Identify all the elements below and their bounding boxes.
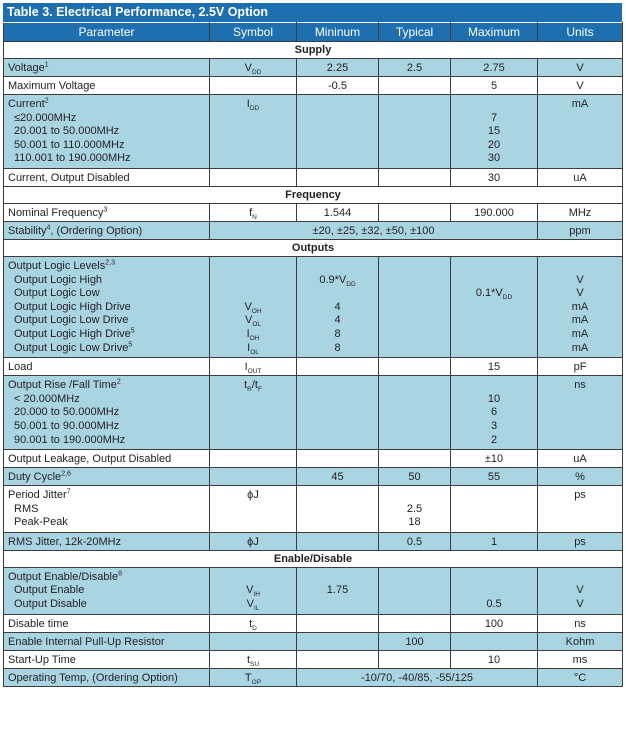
footnote-ref: 2,3 <box>105 259 115 267</box>
header-maximum: Maximum <box>451 23 538 42</box>
table-title: Table 3. Electrical Performance, 2.5V Option <box>3 3 622 22</box>
max-value: ±10 <box>451 450 538 468</box>
footnote-ref: 2,6 <box>61 470 71 478</box>
param-label: Output Rise /Fall Time <box>8 379 117 392</box>
symbol: t <box>246 653 251 666</box>
table-row <box>4 77 623 95</box>
max-value: 5 <box>451 77 538 95</box>
symbol: I <box>246 327 250 340</box>
min-value: 4 <box>334 300 341 313</box>
symbol: /t <box>251 379 258 392</box>
header-minimum: Mininum <box>297 23 379 42</box>
sub-param-label: Peak-Peak <box>14 516 68 529</box>
symbol: I <box>246 98 250 110</box>
sub-param-label: < 20.000MHz <box>14 392 80 405</box>
symbol-subscript: SU <box>250 660 260 668</box>
symbol-subscript: OP <box>251 678 262 686</box>
typ-value: 0.5 <box>379 532 451 550</box>
symbol: V <box>246 598 254 611</box>
max-value: 3 <box>490 419 498 432</box>
param-label: Output Leakage, Output Disabled <box>4 450 210 468</box>
param-label: Enable Internal Pull-Up Resistor <box>4 632 210 650</box>
table-row <box>4 668 623 686</box>
value-subscript: DD <box>346 280 356 288</box>
param-label: Maximum Voltage <box>4 77 210 95</box>
unit: ps <box>538 532 623 550</box>
table-row <box>4 168 623 186</box>
unit: V <box>538 77 623 95</box>
unit: V <box>576 598 584 611</box>
sub-param-label: 20.000 to 50.000MHz <box>14 406 120 419</box>
max-value: 7 <box>490 111 498 124</box>
min-value: 8 <box>334 327 341 340</box>
section-title: Enable/Disable <box>4 550 623 567</box>
param-label: Load <box>4 358 210 376</box>
sub-param-label: Output Logic High Drive <box>14 327 131 340</box>
electrical-performance-table <box>3 22 623 687</box>
sub-param-label: Output Logic Low Drive <box>14 341 129 354</box>
unit: uA <box>538 450 623 468</box>
symbol-subscript: OL <box>250 348 259 356</box>
symbol-subscript: R <box>247 386 252 394</box>
section-supply <box>4 42 623 59</box>
unit: ns <box>574 379 586 392</box>
typ-value: 18 <box>408 516 421 529</box>
sub-param-label: ≤20.000MHz <box>14 111 77 124</box>
min-value: 1.544 <box>297 203 379 221</box>
unit: mA <box>571 327 589 340</box>
param-label: Output Enable/Disable <box>8 570 119 583</box>
param-label: Current, Output Disabled <box>4 168 210 186</box>
unit: uA <box>538 168 623 186</box>
sub-param-label: Output Logic Low Drive <box>14 314 129 327</box>
table-row <box>4 532 623 550</box>
max-value: 1 <box>451 532 538 550</box>
min-value: -0.5 <box>297 77 379 95</box>
typ-value: 100 <box>379 632 451 650</box>
symbol: T <box>244 671 252 684</box>
min-value: 8 <box>334 341 341 354</box>
unit: V <box>576 584 584 597</box>
section-enable-disable <box>4 550 623 567</box>
section-title: Supply <box>4 42 623 59</box>
max-value: 15 <box>451 358 538 376</box>
symbol: V <box>244 62 252 74</box>
symbol: I <box>247 341 251 354</box>
param-label: Stability <box>8 224 47 237</box>
table-row <box>4 221 623 239</box>
footnote-ref: 2 <box>116 378 121 386</box>
unit: mA <box>571 314 589 327</box>
typ-value: 2.5 <box>379 59 451 77</box>
footnote-ref: 7 <box>66 488 71 496</box>
param-label: Operating Temp, (Ordering Option) <box>4 668 210 686</box>
unit: MHz <box>538 203 623 221</box>
symbol: t <box>244 379 248 392</box>
footnote-ref: 3 <box>103 206 108 214</box>
section-frequency <box>4 186 623 203</box>
symbol-subscript: IH <box>253 591 260 599</box>
table-row <box>4 358 623 376</box>
sub-param-label: 90.001 to 190.000MHz <box>14 433 126 446</box>
min-value: 0.9*V <box>319 273 347 286</box>
unit: ms <box>538 650 623 668</box>
header-typical: Typical <box>379 23 451 42</box>
sub-param-label: 50.001 to 110.000MHz <box>14 138 125 151</box>
table-row <box>4 256 623 357</box>
unit: V <box>538 59 623 77</box>
typ-value: 50 <box>379 468 451 486</box>
symbol-subscript: OH <box>249 335 260 343</box>
max-value: 30 <box>451 168 538 186</box>
unit: mA <box>571 300 589 313</box>
max-value: 0.1*V <box>475 287 503 300</box>
symbol-subscript: DD <box>249 105 260 113</box>
footnote-ref: 5 <box>128 340 133 348</box>
symbol: ϕJ <box>210 532 297 550</box>
footnote-ref: 1 <box>44 61 49 69</box>
param-label: Disable time <box>4 614 210 632</box>
unit: mA <box>571 341 589 354</box>
param-label: Current <box>8 98 45 110</box>
sub-param-label: Output Disable <box>14 598 87 611</box>
symbol-subscript: DD <box>251 69 262 77</box>
max-value: 190.000 <box>451 203 538 221</box>
symbol: V <box>244 314 253 327</box>
sub-param-label: Output Enable <box>14 584 85 597</box>
min-value: 45 <box>297 468 379 486</box>
table-row <box>4 468 623 486</box>
symbol: t <box>249 617 253 630</box>
sub-param-label: Output Logic High Drive <box>14 300 131 313</box>
unit: V <box>576 273 584 286</box>
temp-range-options: -10/70, -40/85, -55/125 <box>297 668 538 686</box>
max-value: 55 <box>451 468 538 486</box>
param-label: Start-Up Time <box>4 650 210 668</box>
unit: °C <box>538 668 623 686</box>
footnote-ref: 4 <box>46 224 51 232</box>
symbol-subscript: OH <box>251 307 262 315</box>
table-row <box>4 486 623 533</box>
symbol: V <box>246 584 254 597</box>
table-row <box>4 95 623 169</box>
max-value: 2.75 <box>451 59 538 77</box>
table-row <box>4 567 623 614</box>
footnote-ref: 2 <box>44 97 49 105</box>
max-value: 100 <box>451 614 538 632</box>
header-units: Units <box>538 23 623 42</box>
sub-param-label: RMS <box>14 502 39 515</box>
symbol-subscript: OUT <box>247 368 262 376</box>
unit: V <box>576 287 584 300</box>
param-label: RMS Jitter, 12k-20MHz <box>4 532 210 550</box>
symbol-subscript: D <box>252 624 257 632</box>
sub-param-label: 110.001 to 190.000MHz <box>14 152 131 165</box>
table-row <box>4 203 623 221</box>
section-title: Outputs <box>4 239 623 256</box>
table-row <box>4 376 623 450</box>
symbol: I <box>244 361 248 374</box>
param-label: Period Jitter <box>8 489 67 502</box>
table-row <box>4 59 623 77</box>
min-value: 4 <box>334 314 341 327</box>
table-row <box>4 632 623 650</box>
symbol-subscript: IL <box>253 605 260 613</box>
max-value: 10 <box>487 392 501 405</box>
sub-param-label: Output Logic High <box>14 273 103 286</box>
min-value: 2.25 <box>297 59 379 77</box>
header-row <box>4 23 623 42</box>
header-symbol: Symbol <box>210 23 297 42</box>
unit: % <box>538 468 623 486</box>
max-value: 20 <box>487 138 501 151</box>
max-value: 2 <box>490 433 498 446</box>
symbol: f <box>249 206 253 219</box>
unit: ns <box>538 614 623 632</box>
unit: pF <box>538 358 623 376</box>
symbol-subscript: OL <box>252 321 261 329</box>
unit: Kohm <box>538 632 623 650</box>
typ-value: 2.5 <box>406 502 423 515</box>
value-subscript: DD <box>502 294 513 302</box>
stability-options: ±20, ±25, ±32, ±50, ±100 <box>210 221 538 239</box>
footnote-ref: 5 <box>130 327 135 335</box>
electrical-performance-table-container <box>3 3 622 687</box>
max-value: 6 <box>490 406 498 419</box>
param-label: Duty Cycle <box>8 471 62 484</box>
symbol: ϕJ <box>247 489 259 502</box>
table-row <box>4 614 623 632</box>
sub-param-label: 20.001 to 50.000MHz <box>14 125 120 138</box>
symbol-subscript: N <box>252 214 257 222</box>
symbol-subscript: F <box>257 386 262 394</box>
min-value: 1.75 <box>326 584 349 597</box>
param-label-tail: , (Ordering Option) <box>50 224 143 237</box>
param-label: Voltage <box>8 62 45 74</box>
table-row <box>4 650 623 668</box>
header-parameter: Parameter <box>4 23 210 42</box>
sub-param-label: Output Logic Low <box>14 287 100 300</box>
max-value: 10 <box>451 650 538 668</box>
footnote-ref: 8 <box>118 570 122 578</box>
unit: ppm <box>538 221 623 239</box>
max-value: 0.5 <box>486 598 502 611</box>
unit: ps <box>574 489 586 502</box>
table-row <box>4 450 623 468</box>
max-value: 30 <box>487 152 501 165</box>
symbol: V <box>244 300 252 313</box>
param-label: Nominal Frequency <box>8 206 104 219</box>
max-value: 15 <box>487 125 501 138</box>
section-outputs <box>4 239 623 256</box>
section-title: Frequency <box>4 186 623 203</box>
sub-param-label: 50.001 to 90.000MHz <box>14 419 120 432</box>
param-label: Output Logic Levels <box>8 259 106 272</box>
unit: mA <box>571 98 589 110</box>
